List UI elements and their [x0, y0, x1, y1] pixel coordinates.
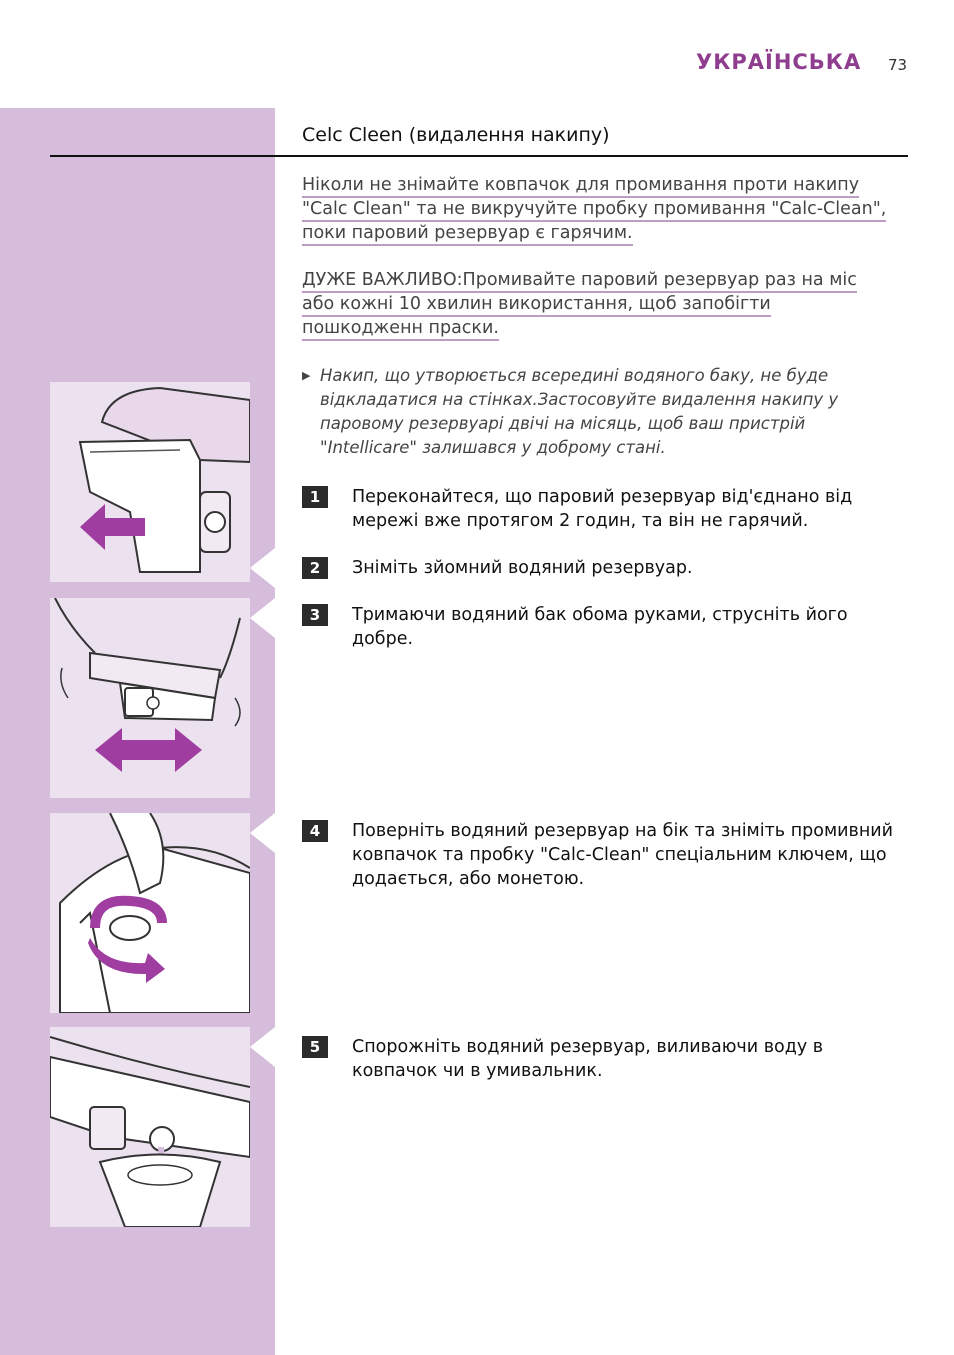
- panel-notch: [250, 813, 275, 853]
- panel-notch: [250, 598, 275, 638]
- step-number: 4: [302, 820, 328, 842]
- illustration-shake-tank: [50, 598, 250, 798]
- illustration-unscrew-cap: [50, 813, 250, 1013]
- warning-1: [302, 173, 892, 245]
- step-number: 2: [302, 557, 328, 579]
- step-number: 3: [302, 604, 328, 626]
- step-text: Переконайтеся, що паровий резервуар від'єднано від мережі вже протягом 2 годин, та він не гарячий.: [352, 487, 853, 531]
- step-text: Тримаючи водяний бак обома руками, струсніть його добре.: [352, 605, 848, 649]
- bullet-icon: ▶: [302, 369, 311, 382]
- language-header: УКРАЇНСЬКА: [696, 50, 862, 74]
- warning-2-text: ДУЖЕ ВАЖЛИВО:Промивайте паровий резервуар раз на міс або кожні 10 хвилин використання, щоб запобігти пошкодженн праски.: [302, 270, 857, 341]
- step-number: 1: [302, 486, 328, 508]
- illustration-remove-tank: [50, 382, 250, 582]
- warning-1-text: Ніколи не знімайте ковпачок для промивання проти накипу "Calc Clean" та не викручуйте пробку промивання "Calc-Clean", поки паровий резервуар є гарячим.: [302, 175, 886, 246]
- step-text: Поверніть водяний резервуар на бік та зніміть промивний ковпачок та пробку "Calc-Clean" спеціальним ключем, що додається, або монетою.: [352, 821, 894, 889]
- page-number: 73: [888, 56, 908, 74]
- section-title: Celc Cleen (видалення накипу): [302, 124, 610, 146]
- warning-2: [302, 268, 892, 340]
- panel-notch: [250, 548, 275, 588]
- tip: [302, 364, 902, 460]
- panel-notch: [250, 1027, 275, 1067]
- illustration-empty-tank: [50, 1027, 250, 1227]
- title-rule: [50, 155, 908, 157]
- step-text: Зніміть зйомний водяний резервуар.: [352, 558, 693, 578]
- step-text: Спорожніть водяний резервуар, виливаючи воду в ковпачок чи в умивальник.: [352, 1037, 824, 1081]
- step-number: 5: [302, 1036, 328, 1058]
- tip-text: Накип, що утворюється всередині водяного баку, не буде відкладатися на стінках.Застосовуйте видалення накипу у паровому резервуарі двічі на місяць, щоб ваш пристрій "Intellicare" залишався у доброму стані.: [320, 366, 839, 457]
